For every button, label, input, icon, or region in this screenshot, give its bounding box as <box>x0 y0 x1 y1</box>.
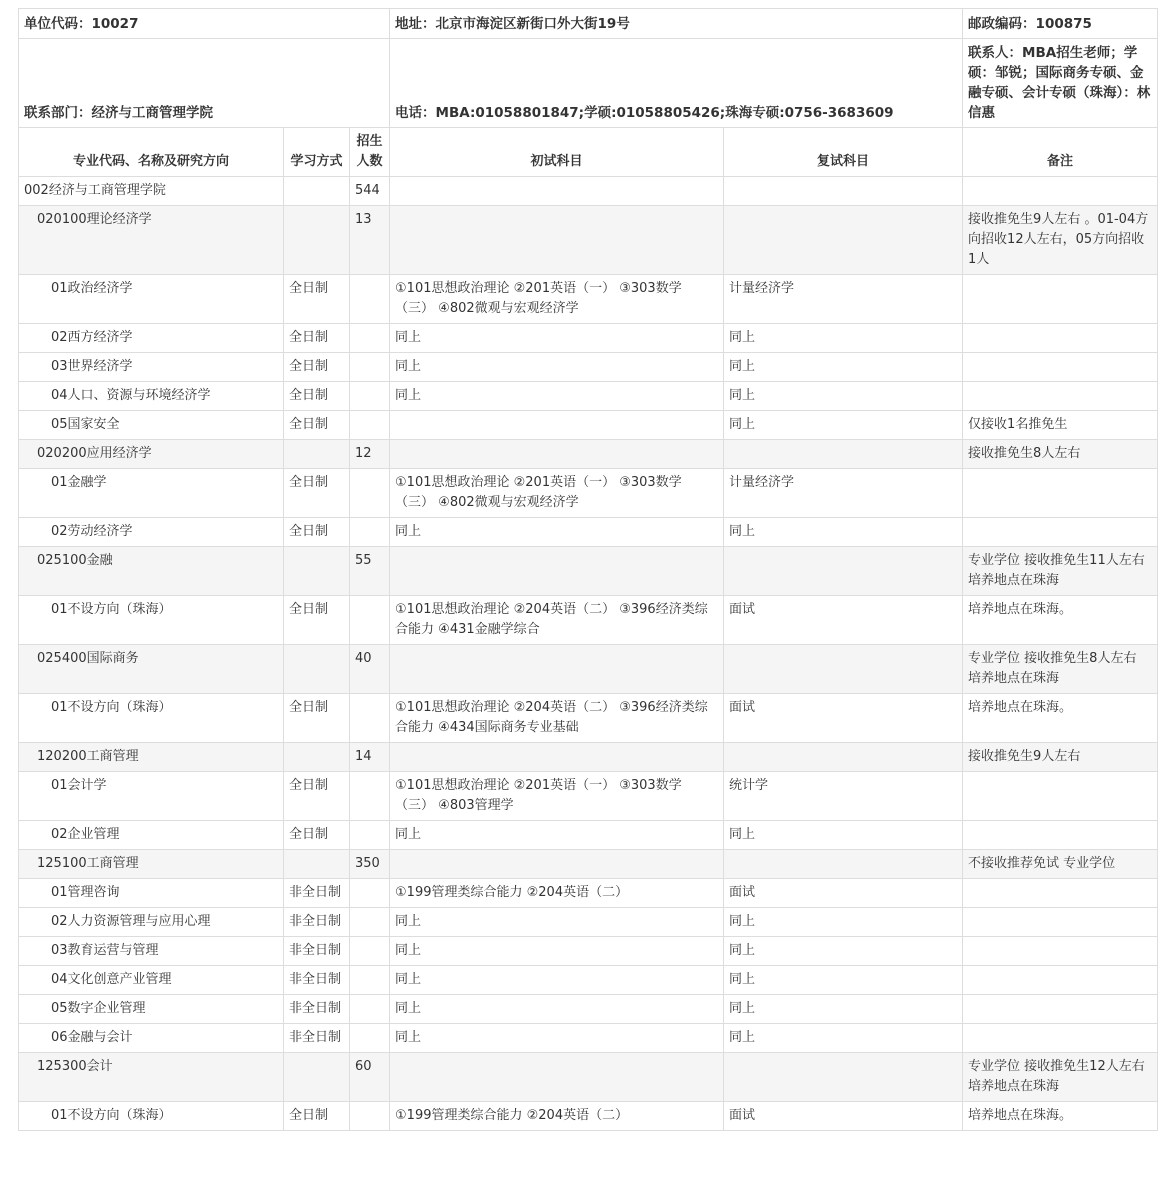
major-name-cell: 125300会计 <box>19 1053 284 1102</box>
direction-row <box>19 411 1158 440</box>
major-name-cell: 04文化创意产业管理 <box>19 966 284 995</box>
note-cell: 接收推免生9人左右 。01-04方向招收12人左右，05方向招收1人 <box>963 206 1158 275</box>
major-name-cell: 03教育运营与管理 <box>19 937 284 966</box>
direction-row <box>19 966 1158 995</box>
major-row <box>19 850 1158 879</box>
col-enroll: 招生人数 <box>350 128 390 177</box>
enroll-count-cell <box>350 596 390 645</box>
study-mode-cell: 全日制 <box>284 772 350 821</box>
direction-row <box>19 937 1158 966</box>
study-mode-cell: 全日制 <box>284 469 350 518</box>
exam-subjects-cell <box>390 411 724 440</box>
retest-subject-cell: 面试 <box>724 879 963 908</box>
enroll-count-cell: 12 <box>350 440 390 469</box>
retest-subject-cell: 同上 <box>724 324 963 353</box>
note-cell <box>963 937 1158 966</box>
exam-subjects-cell: 同上 <box>390 966 724 995</box>
direction-row <box>19 1024 1158 1053</box>
note-cell: 培养地点在珠海。 <box>963 596 1158 645</box>
major-name-cell: 06金融与会计 <box>19 1024 284 1053</box>
exam-subjects-cell: 同上 <box>390 353 724 382</box>
enroll-count-cell <box>350 966 390 995</box>
major-name-cell: 01会计学 <box>19 772 284 821</box>
exam-subjects-cell <box>390 645 724 694</box>
major-name-cell: 02企业管理 <box>19 821 284 850</box>
retest-subject-cell <box>724 743 963 772</box>
note-cell <box>963 177 1158 206</box>
enroll-count-cell <box>350 772 390 821</box>
study-mode-cell: 全日制 <box>284 275 350 324</box>
retest-subject-cell: 同上 <box>724 353 963 382</box>
retest-subject-cell: 同上 <box>724 382 963 411</box>
exam-subjects-cell <box>390 850 724 879</box>
enroll-count-cell <box>350 324 390 353</box>
exam-subjects-cell: ①199管理类综合能力 ②204英语（二） <box>390 879 724 908</box>
major-name-cell: 04人口、资源与环境经济学 <box>19 382 284 411</box>
col-retest: 复试科目 <box>724 128 963 177</box>
study-mode-cell: 全日制 <box>284 694 350 743</box>
retest-subject-cell <box>724 177 963 206</box>
study-mode-cell: 全日制 <box>284 324 350 353</box>
major-row <box>19 1053 1158 1102</box>
note-cell <box>963 1024 1158 1053</box>
exam-subjects-cell: 同上 <box>390 1024 724 1053</box>
exam-subjects-cell <box>390 1053 724 1102</box>
retest-subject-cell: 同上 <box>724 966 963 995</box>
retest-subject-cell: 同上 <box>724 821 963 850</box>
exam-subjects-cell <box>390 206 724 275</box>
department: 联系部门：经济与工商管理学院 <box>19 39 390 128</box>
enroll-count-cell: 350 <box>350 850 390 879</box>
study-mode-cell: 全日制 <box>284 353 350 382</box>
note-cell: 专业学位 接收推免生8人左右 培养地点在珠海 <box>963 645 1158 694</box>
major-name-cell: 05国家安全 <box>19 411 284 440</box>
study-mode-cell: 全日制 <box>284 518 350 547</box>
major-row <box>19 743 1158 772</box>
study-mode-cell: 全日制 <box>284 821 350 850</box>
major-name-cell: 03世界经济学 <box>19 353 284 382</box>
retest-subject-cell <box>724 547 963 596</box>
major-name-cell: 025400国际商务 <box>19 645 284 694</box>
enroll-count-cell <box>350 382 390 411</box>
major-name-cell: 020100理论经济学 <box>19 206 284 275</box>
major-name-cell: 01不设方向（珠海） <box>19 596 284 645</box>
enroll-count-cell: 544 <box>350 177 390 206</box>
enroll-count-cell <box>350 694 390 743</box>
direction-row <box>19 324 1158 353</box>
address: 地址：北京市海淀区新街口外大街19号 <box>390 9 963 39</box>
study-mode-cell: 非全日制 <box>284 937 350 966</box>
study-mode-cell <box>284 850 350 879</box>
note-cell <box>963 821 1158 850</box>
retest-subject-cell: 同上 <box>724 518 963 547</box>
retest-subject-cell: 统计学 <box>724 772 963 821</box>
exam-subjects-cell: ①101思想政治理论 ②201英语（一） ③303数学（三） ④802微观与宏观经济学 <box>390 469 724 518</box>
header-row-1 <box>19 9 1158 39</box>
exam-subjects-cell: ①199管理类综合能力 ②204英语（二） <box>390 1102 724 1131</box>
study-mode-cell <box>284 177 350 206</box>
major-name-cell: 01金融学 <box>19 469 284 518</box>
direction-row <box>19 353 1158 382</box>
note-cell <box>963 966 1158 995</box>
enroll-count-cell <box>350 1102 390 1131</box>
direction-row <box>19 596 1158 645</box>
study-mode-cell <box>284 743 350 772</box>
retest-subject-cell: 面试 <box>724 1102 963 1131</box>
major-name-cell: 01不设方向（珠海） <box>19 1102 284 1131</box>
major-name-cell: 02人力资源管理与应用心理 <box>19 908 284 937</box>
enroll-count-cell <box>350 937 390 966</box>
direction-row <box>19 275 1158 324</box>
major-name-cell: 01政治经济学 <box>19 275 284 324</box>
enroll-count-cell <box>350 821 390 850</box>
header-row-2 <box>19 39 1158 128</box>
note-cell: 接收推免生8人左右 <box>963 440 1158 469</box>
note-cell: 专业学位 接收推免生12人左右 培养地点在珠海 <box>963 1053 1158 1102</box>
major-name-cell: 01不设方向（珠海） <box>19 694 284 743</box>
retest-subject-cell: 计量经济学 <box>724 275 963 324</box>
study-mode-cell: 全日制 <box>284 1102 350 1131</box>
retest-subject-cell: 同上 <box>724 908 963 937</box>
enroll-count-cell <box>350 879 390 908</box>
enroll-count-cell <box>350 908 390 937</box>
enroll-count-cell <box>350 275 390 324</box>
major-name-cell: 05数字企业管理 <box>19 995 284 1024</box>
direction-row <box>19 879 1158 908</box>
direction-row <box>19 772 1158 821</box>
note-cell: 仅接收1名推免生 <box>963 411 1158 440</box>
enroll-count-cell <box>350 995 390 1024</box>
exam-subjects-cell <box>390 440 724 469</box>
retest-subject-cell <box>724 645 963 694</box>
exam-subjects-cell: 同上 <box>390 821 724 850</box>
direction-row <box>19 469 1158 518</box>
exam-subjects-cell: 同上 <box>390 324 724 353</box>
major-name-cell: 020200应用经济学 <box>19 440 284 469</box>
study-mode-cell: 非全日制 <box>284 879 350 908</box>
enroll-count-cell: 55 <box>350 547 390 596</box>
note-cell: 培养地点在珠海。 <box>963 1102 1158 1131</box>
exam-subjects-cell: ①101思想政治理论 ②201英语（一） ③303数学（三） ④802微观与宏观经济学 <box>390 275 724 324</box>
retest-subject-cell: 面试 <box>724 694 963 743</box>
study-mode-cell <box>284 645 350 694</box>
retest-subject-cell <box>724 440 963 469</box>
col-major: 专业代码、名称及研究方向 <box>19 128 284 177</box>
study-mode-cell <box>284 1053 350 1102</box>
note-cell <box>963 382 1158 411</box>
note-cell <box>963 469 1158 518</box>
direction-row <box>19 1102 1158 1131</box>
study-mode-cell <box>284 547 350 596</box>
contact: 联系人：MBA招生老师；学硕：邹锐；国际商务专硕、金融专硕、会计专硕（珠海）：林信惠 <box>963 39 1158 128</box>
retest-subject-cell: 面试 <box>724 596 963 645</box>
enroll-count-cell: 14 <box>350 743 390 772</box>
note-cell <box>963 518 1158 547</box>
retest-subject-cell: 计量经济学 <box>724 469 963 518</box>
enroll-count-cell <box>350 518 390 547</box>
exam-subjects-cell: ①101思想政治理论 ②204英语（二） ③396经济类综合能力 ④431金融学综合 <box>390 596 724 645</box>
exam-subjects-cell: ①101思想政治理论 ②204英语（二） ③396经济类综合能力 ④434国际商务专业基础 <box>390 694 724 743</box>
exam-subjects-cell: ①101思想政治理论 ②201英语（一） ③303数学（三） ④803管理学 <box>390 772 724 821</box>
study-mode-cell <box>284 440 350 469</box>
exam-subjects-cell: 同上 <box>390 937 724 966</box>
enroll-count-cell: 13 <box>350 206 390 275</box>
direction-row <box>19 382 1158 411</box>
note-cell <box>963 324 1158 353</box>
col-exam: 初试科目 <box>390 128 724 177</box>
enroll-count-cell <box>350 353 390 382</box>
major-name-cell: 025100金融 <box>19 547 284 596</box>
note-cell <box>963 353 1158 382</box>
study-mode-cell: 全日制 <box>284 596 350 645</box>
direction-row <box>19 908 1158 937</box>
major-row <box>19 645 1158 694</box>
col-mode: 学习方式 <box>284 128 350 177</box>
exam-subjects-cell: 同上 <box>390 518 724 547</box>
major-name-cell: 02西方经济学 <box>19 324 284 353</box>
retest-subject-cell: 同上 <box>724 411 963 440</box>
exam-subjects-cell: 同上 <box>390 908 724 937</box>
retest-subject-cell <box>724 206 963 275</box>
retest-subject-cell <box>724 850 963 879</box>
enroll-count-cell: 60 <box>350 1053 390 1102</box>
note-cell: 专业学位 接收推免生11人左右 培养地点在珠海 <box>963 547 1158 596</box>
enroll-count-cell <box>350 469 390 518</box>
direction-row <box>19 995 1158 1024</box>
direction-row <box>19 518 1158 547</box>
study-mode-cell: 非全日制 <box>284 966 350 995</box>
catalog-table <box>18 8 1158 1131</box>
study-mode-cell <box>284 206 350 275</box>
retest-subject-cell <box>724 1053 963 1102</box>
study-mode-cell: 非全日制 <box>284 1024 350 1053</box>
retest-subject-cell: 同上 <box>724 937 963 966</box>
postcode: 邮政编码：100875 <box>963 9 1158 39</box>
major-name-cell: 125100工商管理 <box>19 850 284 879</box>
note-cell <box>963 879 1158 908</box>
note-cell <box>963 908 1158 937</box>
unit-code: 单位代码：10027 <box>19 9 390 39</box>
direction-row <box>19 821 1158 850</box>
direction-row <box>19 694 1158 743</box>
department-row <box>19 177 1158 206</box>
exam-subjects-cell: 同上 <box>390 382 724 411</box>
column-header-row <box>19 128 1158 177</box>
note-cell <box>963 995 1158 1024</box>
major-name-cell: 002经济与工商管理学院 <box>19 177 284 206</box>
exam-subjects-cell <box>390 177 724 206</box>
exam-subjects-cell <box>390 743 724 772</box>
major-row <box>19 440 1158 469</box>
note-cell: 不接收推荐免试 专业学位 <box>963 850 1158 879</box>
col-note: 备注 <box>963 128 1158 177</box>
study-mode-cell: 全日制 <box>284 382 350 411</box>
enroll-count-cell <box>350 411 390 440</box>
note-cell <box>963 275 1158 324</box>
note-cell <box>963 772 1158 821</box>
major-name-cell: 01管理咨询 <box>19 879 284 908</box>
study-mode-cell: 非全日制 <box>284 995 350 1024</box>
note-cell: 培养地点在珠海。 <box>963 694 1158 743</box>
admission-catalog <box>18 8 1157 1131</box>
study-mode-cell: 非全日制 <box>284 908 350 937</box>
retest-subject-cell: 同上 <box>724 1024 963 1053</box>
note-cell: 接收推免生9人左右 <box>963 743 1158 772</box>
enroll-count-cell: 40 <box>350 645 390 694</box>
major-name-cell: 02劳动经济学 <box>19 518 284 547</box>
major-row <box>19 206 1158 275</box>
study-mode-cell: 全日制 <box>284 411 350 440</box>
major-row <box>19 547 1158 596</box>
phone: 电话：MBA:01058801847;学硕:01058805426;珠海专硕:0756-3683609 <box>390 39 963 128</box>
exam-subjects-cell: 同上 <box>390 995 724 1024</box>
retest-subject-cell: 同上 <box>724 995 963 1024</box>
enroll-count-cell <box>350 1024 390 1053</box>
exam-subjects-cell <box>390 547 724 596</box>
major-name-cell: 120200工商管理 <box>19 743 284 772</box>
